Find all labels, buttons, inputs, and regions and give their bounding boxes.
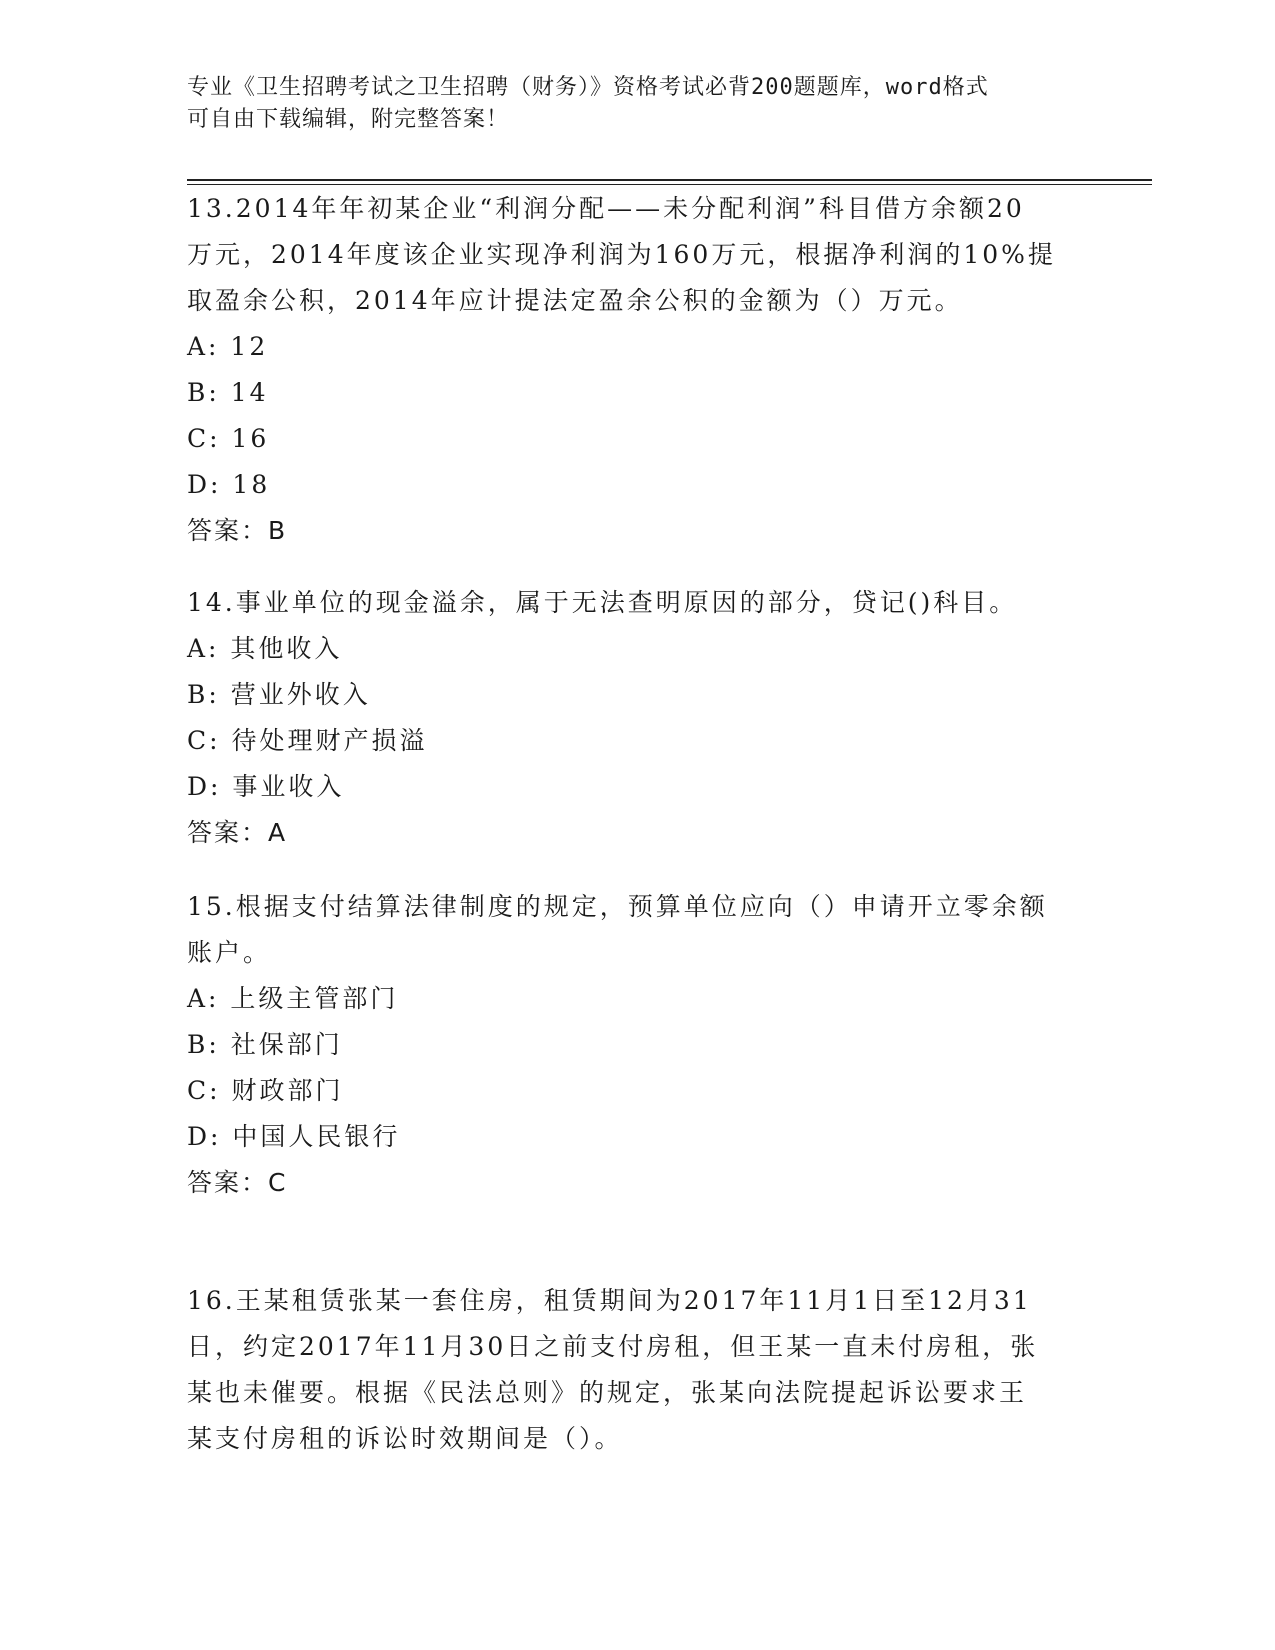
question-stem-line: 万元，2014年度该企业实现净利润为160万元，根据净利润的10%提 bbox=[187, 240, 1056, 269]
answer: 答案：C bbox=[187, 1168, 288, 1197]
question-stem-line: 日，约定2017年11月30日之前支付房租，但王某一直未付房租，张 bbox=[187, 1332, 1039, 1361]
option-b: B: 14 bbox=[187, 378, 269, 407]
question-stem-line: 账户。 bbox=[187, 938, 272, 967]
option-c: C: 16 bbox=[187, 424, 270, 453]
header-divider-thin bbox=[187, 184, 1152, 185]
option-a: A: 12 bbox=[187, 332, 269, 361]
option-a: A: 上级主管部门 bbox=[187, 984, 399, 1013]
answer: 答案：B bbox=[187, 516, 288, 545]
document-header bbox=[187, 72, 1067, 136]
header-line-1: 专业《卫生招聘考试之卫生招聘（财务）》资格考试必背200题题库，word格式 bbox=[187, 75, 989, 100]
header-divider-thick bbox=[187, 179, 1152, 181]
header-line-2: 可自由下载编辑，附完整答案！ bbox=[187, 107, 510, 132]
question-stem-line: 14.事业单位的现金溢余，属于无法查明原因的部分，贷记()科目。 bbox=[187, 588, 1018, 617]
question-stem-line: 16.王某租赁张某一套住房，租赁期间为2017年11月1日至12月31 bbox=[187, 1286, 1032, 1315]
answer: 答案：A bbox=[187, 818, 288, 847]
question-13 bbox=[187, 186, 1067, 554]
option-b: B: 社保部门 bbox=[187, 1030, 343, 1059]
question-stem-line: 15.根据支付结算法律制度的规定，预算单位应向（）申请开立零余额 bbox=[187, 892, 1048, 921]
option-c: C: 财政部门 bbox=[187, 1076, 344, 1105]
option-b: B: 营业外收入 bbox=[187, 680, 371, 709]
option-d: D: 18 bbox=[187, 470, 271, 499]
option-d: D: 事业收入 bbox=[187, 772, 345, 801]
option-a: A: 其他收入 bbox=[187, 634, 343, 663]
question-stem-line: 取盈余公积，2014年应计提法定盈余公积的金额为（）万元。 bbox=[187, 286, 963, 315]
question-stem-line: 某支付房租的诉讼时效期间是（）。 bbox=[187, 1424, 623, 1453]
question-16 bbox=[187, 1278, 1067, 1462]
question-14 bbox=[187, 580, 1067, 856]
question-15 bbox=[187, 884, 1067, 1206]
option-c: C: 待处理财产损溢 bbox=[187, 726, 428, 755]
question-stem-line: 某也未催要。根据《民法总则》的规定，张某向法院提起诉讼要求王 bbox=[187, 1378, 1028, 1407]
option-d: D: 中国人民银行 bbox=[187, 1122, 401, 1151]
question-stem-line: 13.2014年年初某企业“利润分配——未分配利润”科目借方余额20 bbox=[187, 194, 1025, 223]
